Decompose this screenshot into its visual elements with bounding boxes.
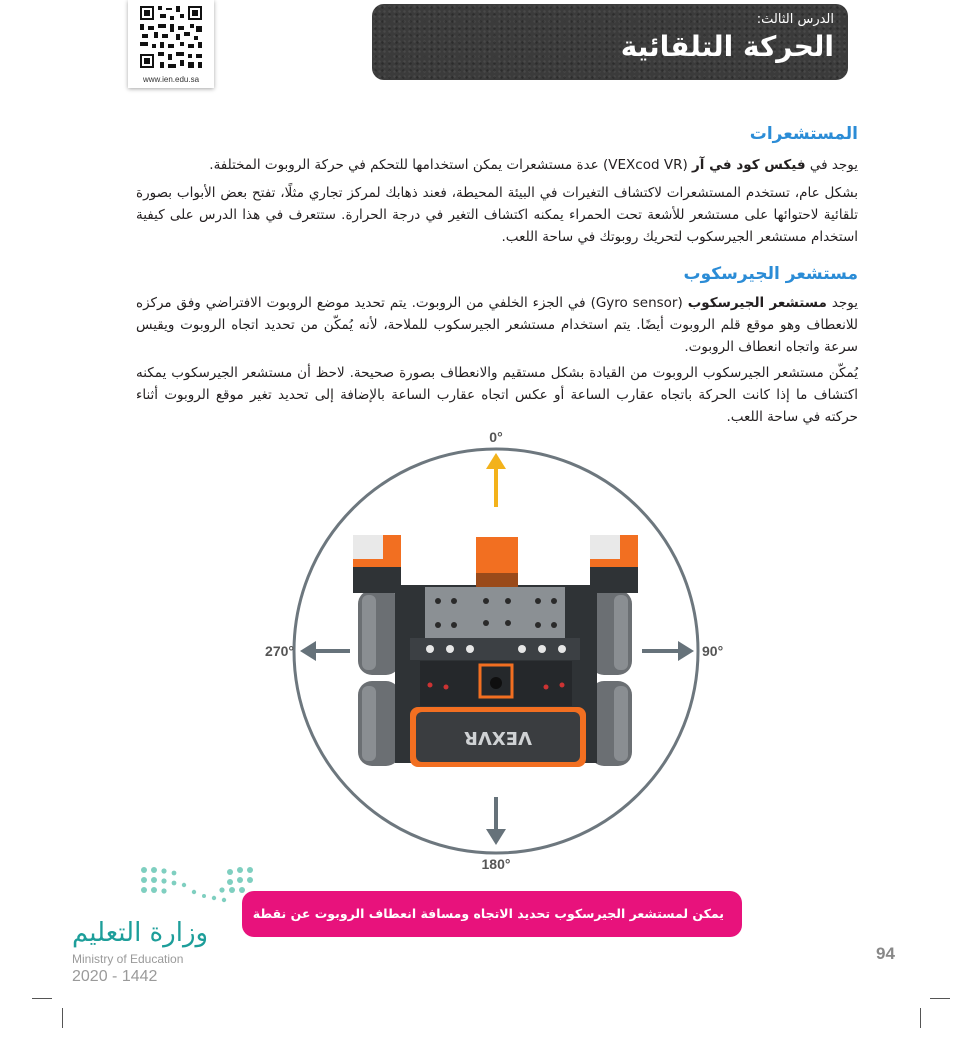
ministry-english-name: Ministry of Education [72,952,184,966]
arrow-right-icon [642,641,694,661]
crop-mark [32,998,52,999]
sensors-paragraph-2: بشكل عام، تستخدم المستشعرات لاكتشاف التغيرات في البيئة المحيطة، فعند ذهابك لمركز تجاري مثلًا، تفتح بعض الأبواب بصورة تلقائية لاحتوائها على مستشعر للأشعة تحت الحمراء يمكنه اكتشاف التغير في درجة الحرارة. ستتعرف في هذا الدرس على كيفية استخدام مستشعر الجيرسكوب لتحريك روبوتك في ساحة اللعب. [136,185,858,245]
arrow-up-icon [486,453,506,507]
crop-mark [62,1008,63,1028]
qr-code[interactable] [128,0,214,88]
sensors-p1-bold: فيكس كود في آر [692,157,806,173]
qr-url[interactable]: www.ien.edu.sa [142,75,200,84]
robot-brand-label: VEXVR [464,727,532,748]
qr-code-icon [138,4,204,70]
note-banner: يمكن لمستشعر الجيرسكوب تحديد الاتجاه ومسافة انعطاف الروبوت عن نقطة البداية. [242,891,742,937]
sensors-heading: المستشعرات [749,124,858,144]
gyro-diagram [250,425,750,875]
angle-right-label: 90° [702,643,724,659]
page-number: 94 [876,944,895,963]
angle-left-label: 270° [265,643,294,659]
gyro-p1-text-rest: (Gyro sensor) في الجزء الخلفي من الروبوت. يتم تحديد موضع الروبوت الافتراضي وفق مركزه للانعطاف وهو موقع قلم الروبوت أيضًا. يتم استخدام مستشعر الجيرسكوب للملاحة، لأنه يُمكّن من تحديد اتجاه الروبوت ويقيس سرعة واتجاه انعطاف الروبوت. [136,295,858,355]
lesson-header [372,4,848,80]
lesson-label: الدرس الثالث: [756,12,834,27]
ministry-year: 2020 - 1442 [72,968,158,985]
robot-illustration [353,535,638,767]
gyro-p1-bold: مستشعر الجيرسكوب [687,295,827,311]
gyro-p1-text: يوجد [826,295,858,311]
gyro-paragraph-2: يُمكّن مستشعر الجيرسكوب الروبوت من القيادة بشكل مستقيم والانعطاف بصورة صحيحة. لاحظ أن مستشعر الجيرسكوب يمكنه اكتشاف ما إذا كانت الحركة باتجاه عقارب الساعة أو عكس اتجاه عقارب الساعة بالإضافة إلى تحديد تغير موقع الروبوت أثناء حركته في ساحة اللعب. [136,365,858,425]
gyro-heading: مستشعر الجيرسكوب [683,264,858,284]
gyro-paragraph-1 [136,292,858,358]
lesson-title: الحركة التلقائية [620,30,834,63]
sensors-p1-text-rest: (VEXcod VR) عدة مستشعرات يمكن استخدامها للتحكم في حركة الروبوت المختلفة. [209,157,693,173]
arrow-down-icon [486,797,506,845]
arrow-left-icon [300,641,350,661]
sensors-paragraph-1 [136,154,858,176]
crop-mark [920,1008,921,1028]
angle-top-label: 0° [489,429,503,445]
crop-mark [930,998,950,999]
sensors-p1-text: يوجد في [805,157,858,173]
angle-bottom-label: 180° [481,856,511,872]
ministry-arabic-name: وزارة التعليم [72,918,209,948]
